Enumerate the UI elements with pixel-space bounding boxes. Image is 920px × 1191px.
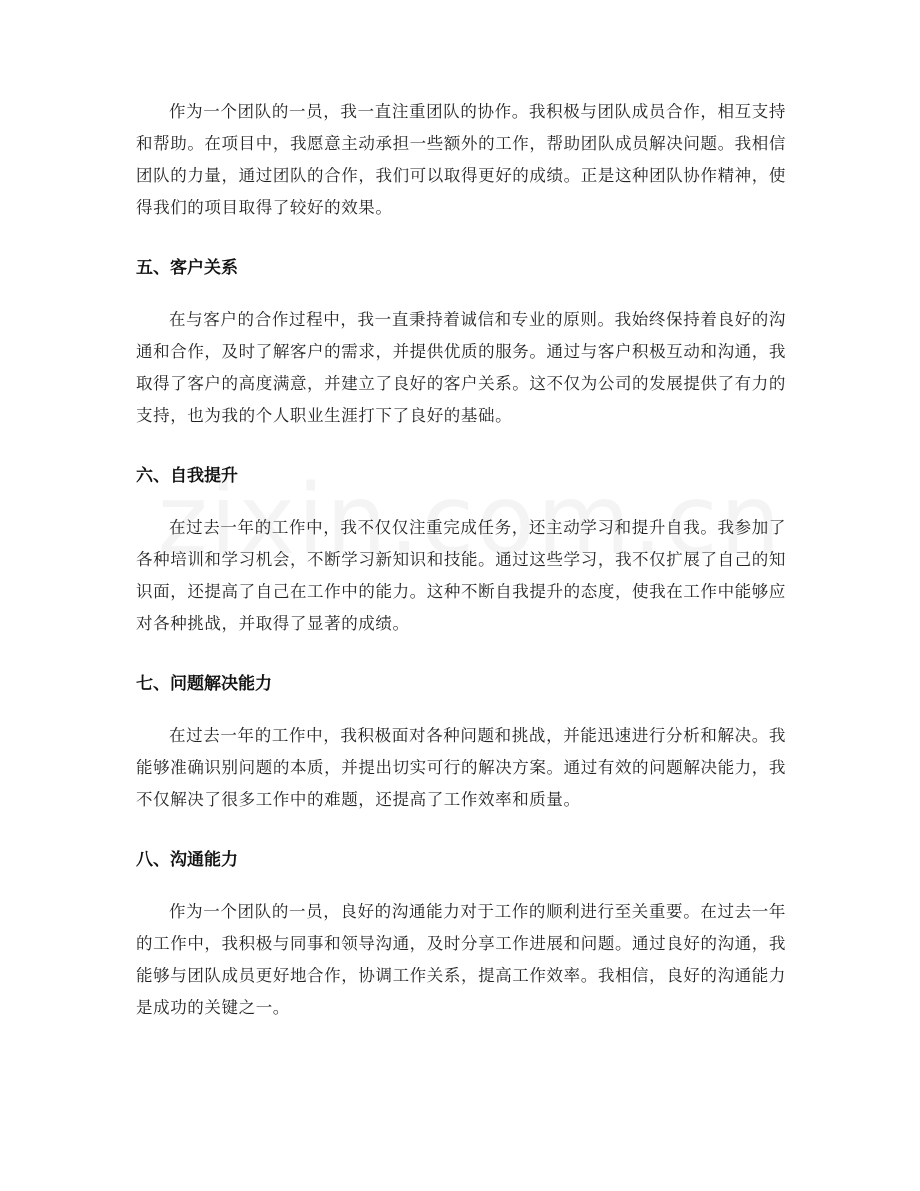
paragraph: 在过去一年的工作中，我不仅仅注重完成任务，还主动学习和提升自我。我参加了各种培训和学习机会，不断学习新知识和技能。通过这些学习，我不仅扩展了自己的知识面，还提高了自己在工作中的能力。这种不断自我提升的态度，使我在工作中能够应对各种挑战，并取得了显著的成绩。 [136,518,786,633]
document-page [136,96,786,1054]
section-team-collaboration [136,96,786,224]
paragraph: 作为一个团队的一员，我一直注重团队的协作。我积极与团队成员合作，相互支持和帮助。在项目中，我愿意主动承担一些额外的工作，帮助团队成员解决问题。我相信团队的力量，通过团队的合作，我们可以取得更好的成绩。正是这种团队协作精神，使得我们的项目取得了较好的效果。 [136,102,786,217]
section-customer-relations [136,254,786,432]
section-self-improvement [136,462,786,640]
section-communication [136,846,786,1024]
section-heading: 七、问题解决能力 [136,674,272,694]
section-heading: 六、自我提升 [136,466,238,486]
section-problem-solving [136,670,786,816]
paragraph: 在过去一年的工作中，我积极面对各种问题和挑战，并能迅速进行分析和解决。我能够准确识别问题的本质，并提出切实可行的解决方案。通过有效的问题解决能力，我不仅解决了很多工作中的难题，还提高了工作效率和质量。 [136,726,786,809]
section-heading: 五、客户关系 [136,258,238,278]
paragraph: 在与客户的合作过程中，我一直秉持着诚信和专业的原则。我始终保持着良好的沟通和合作，及时了解客户的需求，并提供优质的服务。通过与客户积极互动和沟通，我取得了客户的高度满意，并建立了良好的客户关系。这不仅为公司的发展提供了有力的支持，也为我的个人职业生涯打下了良好的基础。 [136,310,786,425]
section-heading: 八、沟通能力 [136,850,238,870]
paragraph: 作为一个团队的一员，良好的沟通能力对于工作的顺利进行至关重要。在过去一年的工作中，我积极与同事和领导沟通，及时分享工作进展和问题。通过良好的沟通，我能够与团队成员更好地合作，协调工作关系，提高工作效率。我相信，良好的沟通能力是成功的关键之一。 [136,902,786,1017]
